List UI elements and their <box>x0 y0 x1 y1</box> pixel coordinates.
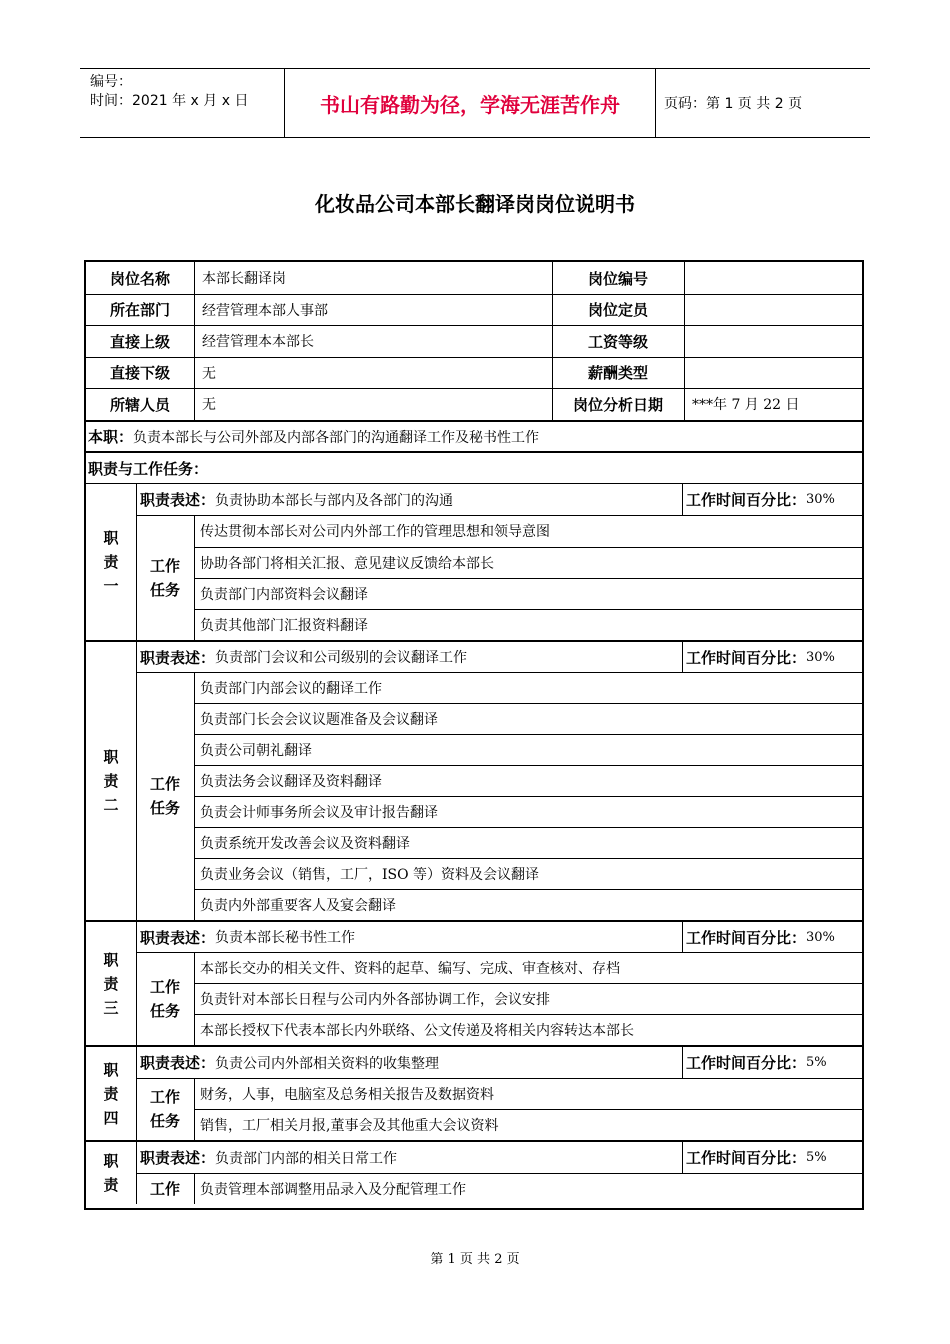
info-value: 无 <box>202 365 216 382</box>
task-item: 负责内外部重要客人及宴会翻译 <box>200 897 396 914</box>
task-item: 负责部门长会会议议题准备及会议翻译 <box>200 711 438 728</box>
info-value <box>684 357 862 388</box>
info-label: 所辖人员 <box>109 395 170 414</box>
duty-description-text: 负责部门会议和公司级别的会议翻译工作 <box>215 650 468 666</box>
duty-name-char: 职 <box>103 950 119 969</box>
table-rule <box>194 262 195 420</box>
time-percentage-cell <box>682 642 862 672</box>
task-item: 财务，人事，电脑室及总务相关报告及数据资料 <box>200 1086 494 1103</box>
task-item: 负责法务会议翻译及资料翻译 <box>200 773 382 790</box>
task-item: 负责会计师事务所会议及审计报告翻译 <box>200 804 438 821</box>
duty-description-label: 职责表述： <box>140 1054 216 1072</box>
info-label: 薪酬类型 <box>587 364 648 382</box>
time-percentage-label: 工作时间百分比： <box>686 1054 807 1072</box>
duty-name-char: 责 <box>103 1176 119 1194</box>
task-item: 协助各部门将相关汇报、意见建议反馈给本部长 <box>200 555 494 572</box>
table-rule <box>86 294 862 295</box>
duty-description-label: 职责表述： <box>140 1149 216 1167</box>
time-percentage-value: 30% <box>806 929 835 945</box>
duty-name-char: 一 <box>103 577 119 595</box>
duty-description-text: 负责公司内外部相关资料的收集整理 <box>215 1055 440 1072</box>
work-task-label-part: 任务 <box>149 1112 180 1130</box>
time-percentage-value: 30% <box>806 649 835 665</box>
duty-description-label: 职责表述： <box>140 491 216 509</box>
task-item: 本部长授权下代表本部长内外联络、公文传递及将相关内容转达本部长 <box>200 1022 634 1039</box>
duty-description-row <box>136 484 682 515</box>
core-duty-row <box>86 422 862 451</box>
header-meta <box>90 73 248 111</box>
time-percentage-value: 5% <box>806 1055 827 1070</box>
task-item: 本部长交办的相关文件、资料的起草、编写、完成、审查核对、存档 <box>200 960 620 977</box>
work-task-label <box>136 1173 194 1204</box>
time-percentage-label: 工作时间百分比： <box>686 1149 807 1167</box>
task-item: 负责部门内部会议的翻译工作 <box>200 680 382 697</box>
info-label: 岗位编号 <box>587 269 648 288</box>
duty-name <box>86 1047 136 1140</box>
task-item: 负责针对本部长日程与公司内外各部协调工作，会议安排 <box>200 991 550 1008</box>
info-label: 工资等级 <box>587 332 648 351</box>
header-page-info: 页码：第 1 页 共 2 页 <box>664 96 803 112</box>
duty-description-row <box>136 642 682 672</box>
duty-name-char: 责 <box>103 974 119 993</box>
duty-name-char: 责 <box>103 772 119 790</box>
time-percentage-cell <box>682 922 862 952</box>
time-percentage-cell <box>682 1047 862 1078</box>
header-code: 编号： <box>90 74 132 90</box>
core-duty-text: 负责本部长与公司外部及内部各部门的沟通翻译工作及秘书性工作 <box>133 429 540 446</box>
task-item: 负责公司朝礼翻译 <box>200 742 312 759</box>
work-task-label <box>136 672 194 920</box>
info-label: 直接下级 <box>109 364 170 382</box>
info-value: 经营管理本本部长 <box>202 334 314 350</box>
work-task-label-part: 工作 <box>149 1179 180 1198</box>
document-header <box>80 68 870 138</box>
core-duty-label: 本职： <box>88 428 134 446</box>
duty-description-label: 职责表述： <box>140 928 216 947</box>
info-value: 无 <box>202 397 216 413</box>
info-value: ***年 7 月 22 日 <box>692 397 800 413</box>
task-item: 负责系统开发改善会议及资料翻译 <box>200 835 410 852</box>
work-task-label <box>136 515 194 640</box>
work-task-label-part: 工作 <box>149 1088 180 1106</box>
duty-name <box>86 484 136 640</box>
info-label: 直接上级 <box>109 332 170 351</box>
duty-name <box>86 1142 136 1204</box>
header-motto: 书山有路勤为径，学海无涯苦作舟 <box>284 69 656 137</box>
duty-description-text: 负责本部长秘书性工作 <box>215 930 356 946</box>
time-percentage-value: 5% <box>806 1150 827 1165</box>
info-value <box>684 294 862 325</box>
time-percentage-label: 工作时间百分比： <box>686 928 807 947</box>
duty-description-row <box>136 1142 682 1173</box>
info-value: 本部长翻译岗 <box>202 271 286 287</box>
work-task-label-part: 任务 <box>149 580 180 599</box>
work-task-label <box>136 1078 194 1140</box>
info-value: 经营管理本部人事部 <box>202 302 328 319</box>
time-percentage-label: 工作时间百分比： <box>686 648 807 667</box>
time-percentage-cell <box>682 1142 862 1173</box>
table-rule <box>86 388 862 389</box>
info-label: 岗位分析日期 <box>572 395 663 414</box>
task-item: 销售，工厂相关月报,董事会及其他重大会议资料 <box>200 1117 499 1134</box>
duty-description-row <box>136 1047 682 1078</box>
duty-name-char: 三 <box>103 998 119 1017</box>
duty-name <box>86 642 136 920</box>
work-task-label <box>136 952 194 1045</box>
task-item: 负责业务会议（销售，工厂，ISO 等）资料及会议翻译 <box>200 866 540 883</box>
page-footer: 第 1 页 共 2 页 <box>430 1252 520 1267</box>
info-label: 所在部门 <box>109 301 170 319</box>
duties-heading: 职责与工作任务： <box>88 459 209 478</box>
duty-name-char: 职 <box>103 529 119 547</box>
work-task-label-part: 工作 <box>149 775 180 793</box>
info-label: 岗位名称 <box>109 269 170 288</box>
duty-name-char: 责 <box>103 1084 119 1103</box>
work-task-label-part: 任务 <box>149 799 180 817</box>
task-item: 负责管理本部调整用品录入及分配管理工作 <box>200 1181 466 1198</box>
job-description-table <box>84 260 864 1210</box>
duty-name-char: 责 <box>103 553 119 571</box>
duty-name-char: 职 <box>103 1060 119 1079</box>
duty-description-text: 负责协助本部长与部内及各部门的沟通 <box>215 492 454 509</box>
table-rule <box>86 357 862 358</box>
duty-name-char: 四 <box>103 1108 119 1127</box>
duty-description-label: 职责表述： <box>140 648 216 667</box>
info-label: 岗位定员 <box>587 301 648 319</box>
task-item: 负责部门内部资料会议翻译 <box>200 586 368 603</box>
task-item: 负责其他部门汇报资料翻译 <box>200 617 368 634</box>
table-rule <box>684 262 685 420</box>
info-value <box>684 262 862 294</box>
time-percentage-cell <box>682 484 862 515</box>
duty-name-char: 职 <box>103 748 119 766</box>
duty-description-row <box>136 922 682 952</box>
work-task-label-part: 工作 <box>149 977 180 996</box>
work-task-label-part: 任务 <box>149 1001 180 1020</box>
time-percentage-label: 工作时间百分比： <box>686 491 807 509</box>
duty-name-char: 职 <box>103 1152 119 1170</box>
header-time: 时间：2021 年 x 月 x 日 <box>90 93 249 109</box>
task-item: 传达贯彻本部长对公司内外部工作的管理思想和领导意图 <box>200 524 550 540</box>
work-task-label-part: 工作 <box>149 556 180 575</box>
info-value <box>684 325 862 357</box>
table-rule <box>86 325 862 326</box>
time-percentage-value: 30% <box>806 492 835 507</box>
document-title: 化妆品公司本部长翻译岗岗位说明书 <box>315 192 635 216</box>
duty-name-char: 二 <box>103 796 119 814</box>
duty-description-text: 负责部门内部的相关日常工作 <box>215 1150 398 1167</box>
table-rule <box>552 262 553 420</box>
duty-name <box>86 922 136 1045</box>
